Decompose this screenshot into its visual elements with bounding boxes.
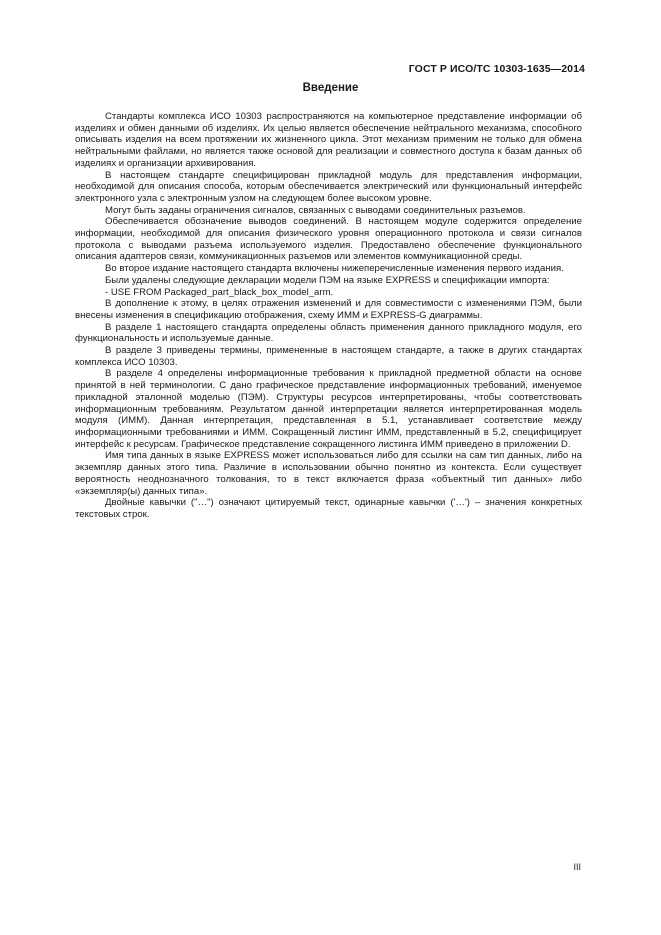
section-title: Введение: [302, 82, 359, 94]
paragraph: Могут быть заданы ограничения сигналов, связанных с выводами соединительных разъемов.: [105, 204, 526, 216]
paragraph: В разделе 1 настоящего стандарта определены область применения данного прикладного модуля, его функциональность и используемые данные.: [75, 321, 582, 345]
standard-code: ГОСТ Р ИСО/ТС 10303-1635—2014: [408, 63, 585, 75]
paragraph: Имя типа данных в языке EXPRESS может использоваться либо для ссылки на сам тип данных, либо на экземпляр данных этого типа. Различие в использовании обычно понятно из контекста. Если существует вероятность неоднозначного толкования, то в текст включается фраза «объектный тип данных» либо «экземпляр(ы) данных типа».: [75, 450, 582, 497]
paragraph: В настоящем стандарте специфицирован прикладной модуль для представления информации, необходимой для описания способа, которым обеспечивается электрический или функциональный интерфейс электронного узла с электронным узлом на следующем более высоком уровне.: [75, 169, 582, 204]
paragraph: - USE FROM Packaged_part_black_box_model_arm.: [105, 286, 334, 298]
paragraph: Во второе издание настоящего стандарта включены нижеперечисленные изменения первого издания.: [105, 263, 564, 275]
paragraph: В разделе 4 определены информационные требования к прикладной предметной области на основе принятой в ней терминологии. С дано графическое представление информационных требований, именуемое прикладной эталонной моделью (ПЭМ). Структуры ресурсов интерпретированы, чтобы соответствовать информационным требованиям. Результатом данной интерпретации является интерпретированная модель модуля (ИММ). Данная интерпретация, представленная в 5.1, устанавливает соответствие между информационными требованиями и ИММ. Сокращенный листинг ИММ, представленный в 5.2, специфицирует интерфейс к ресурсам. Графическое представление сокращенного листинга ИММ приведено в приложении D.: [75, 368, 582, 450]
document-body: [75, 111, 582, 521]
page-number: III: [573, 862, 581, 872]
paragraph: Обеспечивается обозначение выводов соединений. В настоящем модуле содержится определение информации, необходимой для описания физического уровня операционного протокола и связи сигналов протокола с выводами разъема используемого изделия. Предоставлено обеспечение функционального описания адаптеров связи, коммуникационных разъемов или элементов коммуникационной среды.: [75, 216, 582, 263]
paragraph: Двойные кавычки ("…") означают цитируемый текст, одинарные кавычки ('…') – значения конкретных текстовых строк.: [75, 497, 582, 520]
paragraph: В разделе 3 приведены термины, примененные в настоящем стандарте, а также в других стандартах комплекса ИСО 10303.: [75, 345, 582, 368]
paragraph: В дополнение к этому, в целях отражения изменений и для совместимости с изменениями ПЭМ, были внесены изменения в спецификацию отображения, схему ИММ и EXPRESS-G диаграммы.: [75, 298, 582, 321]
paragraph: Стандарты комплекса ИСО 10303 распространяются на компьютерное представление информации об изделиях и обмен данными об изделиях. Их целью является обеспечение нейтрального механизма, способного описывать изделия на всем протяжении их жизненного цикла. Этот механизм применим не только для обмена нейтральными файлами, но является также основой для реализации и совместного доступа к базам данных об изделиях и организации архивирования.: [75, 111, 582, 169]
paragraph: Были удалены следующие декларации модели ПЭМ на языке EXPRESS и спецификации импорта:: [105, 274, 550, 286]
